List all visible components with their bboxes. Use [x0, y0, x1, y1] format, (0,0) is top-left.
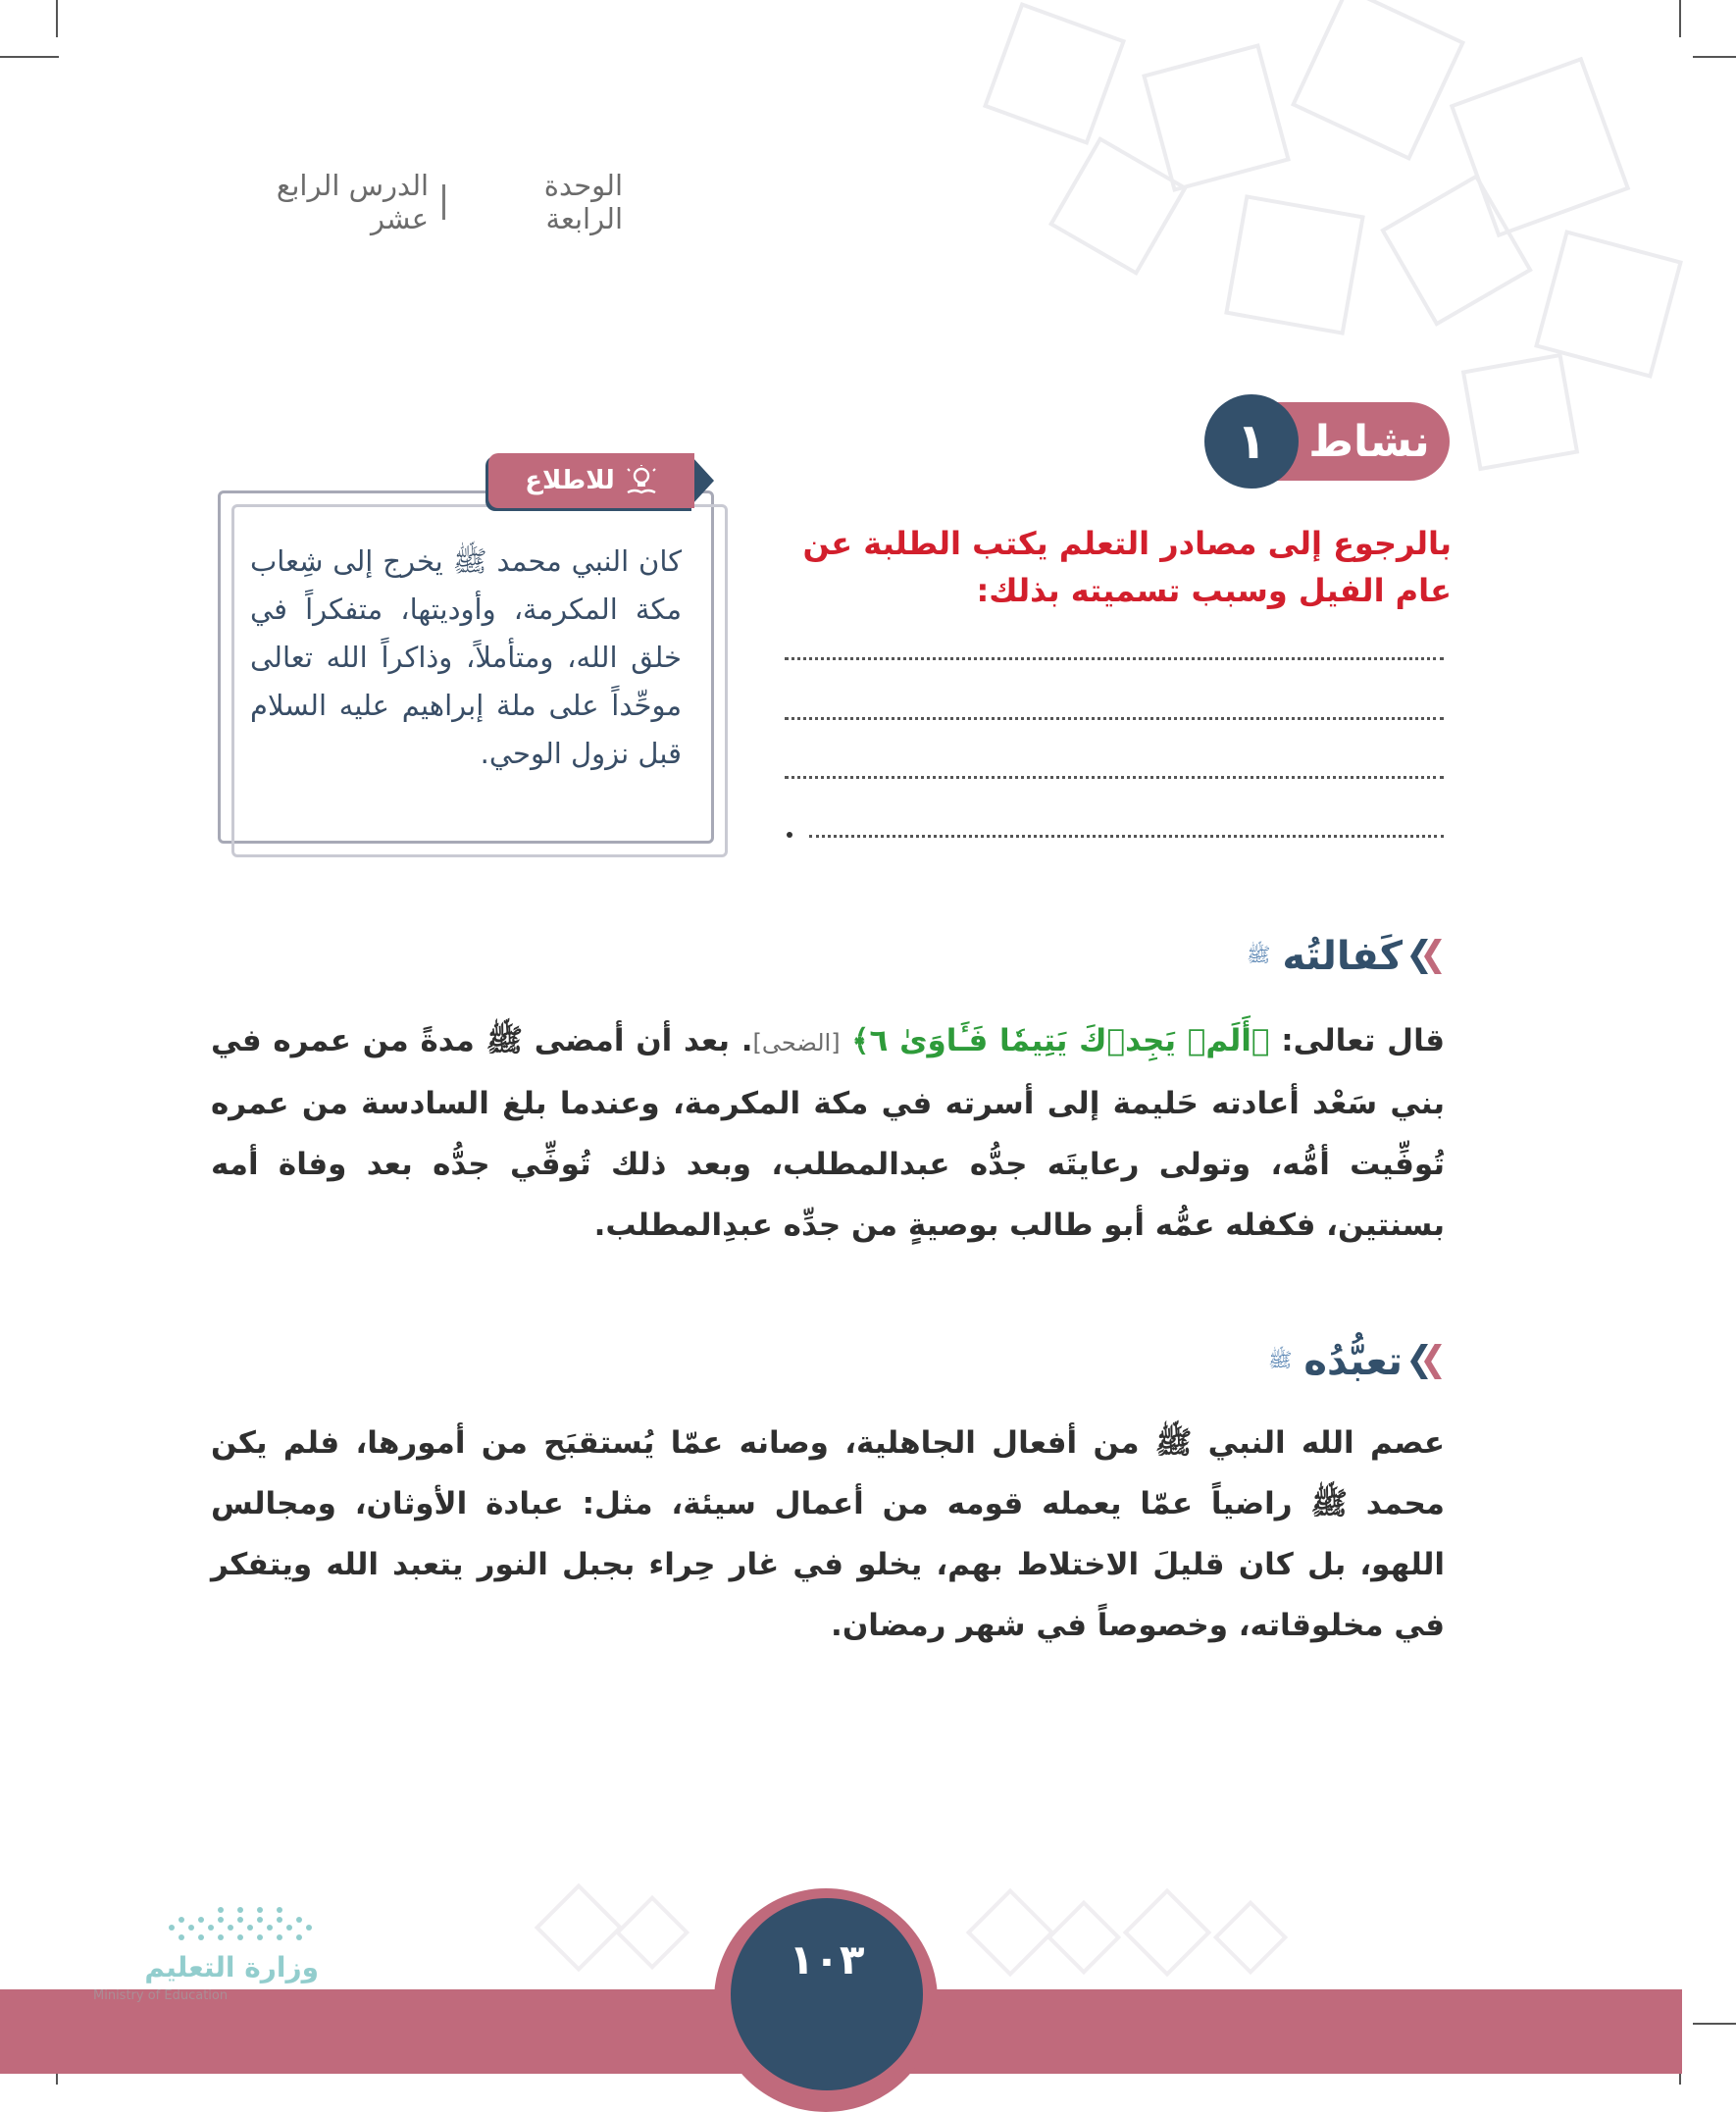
section1-body: . بعد أن أمضى ﷺ مدةً من عمره في بني سَعْد أعادته حَليمة إلى أسرته في مكة المكرمة، وعندما بلغ السادسة من عمره تُوفِّيت أمُّه، وتولى رعايتَه جدُّه عبدالمطلب، وبعد ذلك تُوفِّي جدُّه بعد وفاة أمه بسنتين، فكفله عمُّه أبو طالب بوصيةٍ من جدِّه عبدِالمطلب.: [211, 1023, 1445, 1243]
answer-line[interactable]: [809, 835, 1444, 838]
info-text: كان النبي محمد ﷺ يخرج إلى شِعاب مكة المكرمة، وأوديتها، متفكراً في خلق الله، ومتأملاً، وذاكراً الله تعالى موحِّداً على ملة إبراهيم عليه السلام قبل نزول الوحي.: [250, 544, 682, 770]
section2-paragraph: عصم الله النبي ﷺ من أفعال الجاهلية، وصانه عمّا يُستقبَح من أمورها، فلم يكن محمد ﷺ راضياً عمّا يعمله قومه من أعمال سيئة، مثل: عبادة الأوثان، ومجالس اللهو، بل كان قليلَ الاختلاط بهم، يخلو في غار حِراء بجبل النور يتعبد الله ويتفكر في مخلوقاته، وخصوصاً في شهر رمضان.: [211, 1425, 1445, 1643]
section1-paragraph: [211, 1010, 1445, 1256]
surah-reference: [الضحى]: [752, 1029, 841, 1056]
info-tag: [479, 453, 714, 508]
quran-verse: ﴿أَلَمۡ يَجِدۡكَ يَتِيمٗا فَـَٔاوَىٰ ٦﴾: [851, 1023, 1270, 1058]
lesson-label: الدرس الرابع عشر: [276, 169, 430, 235]
section-title-taabbud: [1268, 1339, 1442, 1384]
chevron-double-icon: [1414, 1344, 1442, 1379]
ministry-name-en: Ministry of Education: [93, 1988, 229, 2003]
info-tag-label: للاطلاع: [525, 466, 615, 495]
lightbulb-book-icon: [625, 465, 658, 496]
pbuh-glyph: ﷺ: [1268, 1347, 1293, 1371]
answer-line[interactable]: [785, 657, 1444, 660]
answer-line[interactable]: [785, 776, 1444, 779]
ministry-name-ar: وزارة التعليم: [144, 1951, 319, 1983]
activity-prompt: بالرجوع إلى مصادر التعلم يكتب الطلبة عن عام الفيل وسبب تسميته بذلك:: [802, 525, 1452, 609]
header-divider: [442, 184, 445, 220]
section1-lead: قال تعالى:: [1269, 1023, 1446, 1058]
page-number: ١٠٣: [731, 1898, 923, 2090]
chevron-icon: [692, 457, 714, 504]
ministry-logo: [93, 1898, 319, 2016]
activity-number: ١: [1204, 394, 1299, 489]
section2-title: تعبُّدُه: [1303, 1339, 1403, 1384]
running-header: [211, 169, 623, 235]
activity-badge: [1204, 394, 1450, 489]
ministry-dots-icon: [162, 1898, 319, 1949]
answer-line[interactable]: [785, 717, 1444, 720]
pbuh-glyph: ﷺ: [1247, 942, 1271, 966]
unit-label: الوحدة الرابعة: [543, 169, 623, 235]
section1-title: كَفالتُه: [1282, 934, 1403, 979]
answer-bullet: [787, 832, 792, 838]
section-title-kafala: [1247, 934, 1442, 979]
chevron-double-icon: [1414, 939, 1442, 974]
activity-label: نشاط: [1253, 402, 1450, 481]
